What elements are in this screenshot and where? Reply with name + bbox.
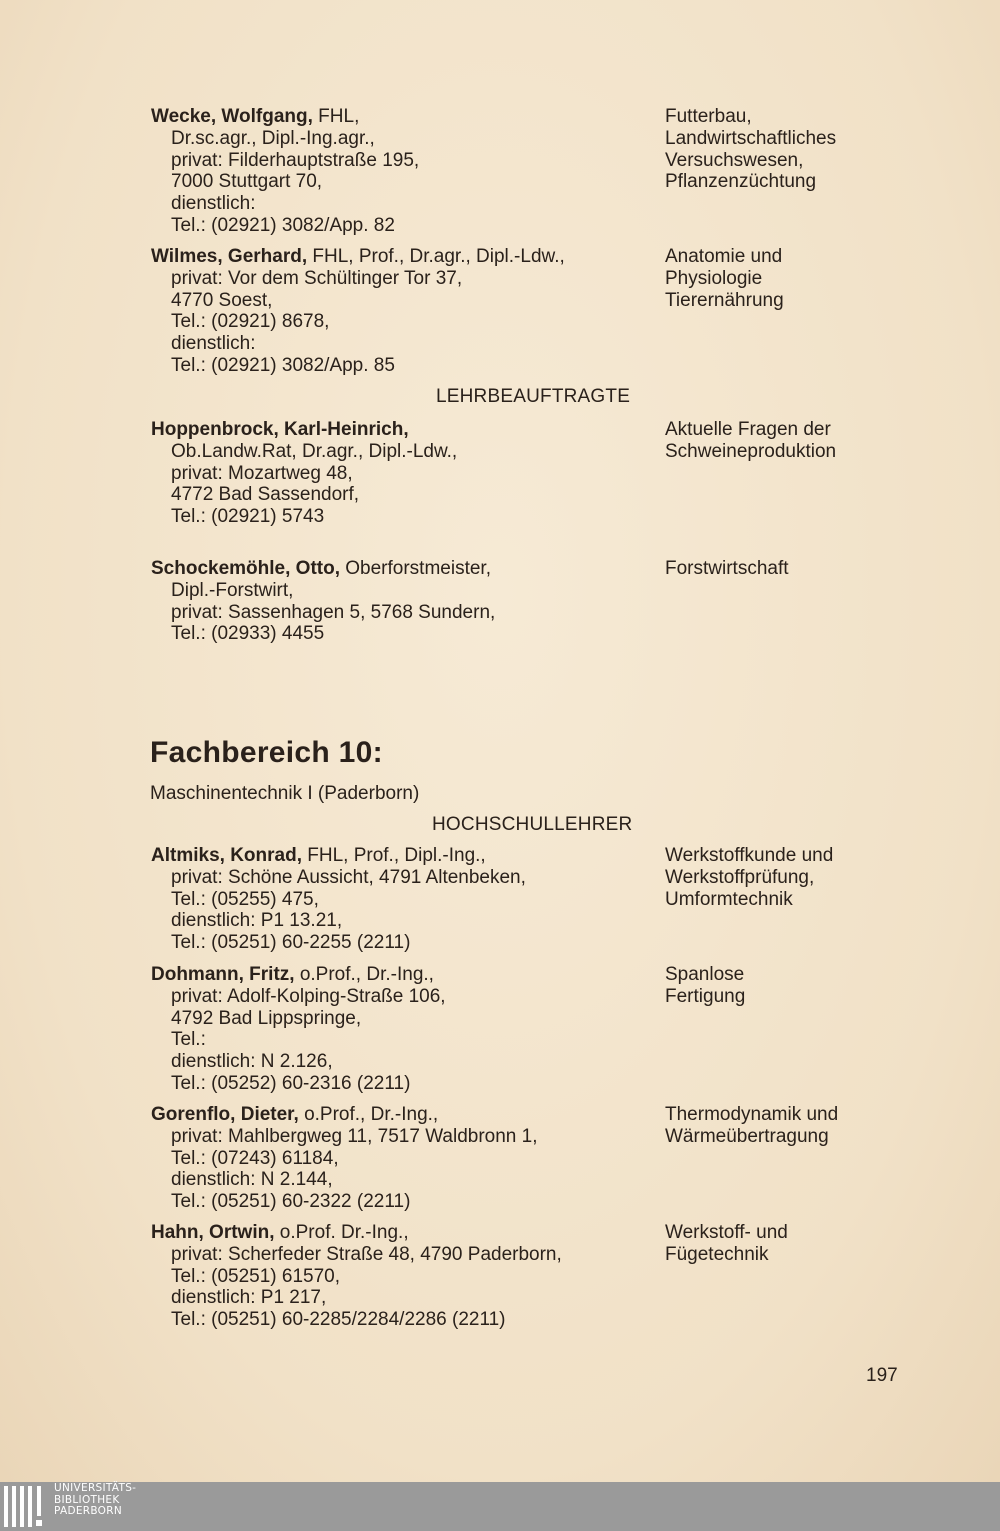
entry-detail-line: Tel.: (05251) 60-2285/2284/2286 (2211) <box>171 1309 506 1331</box>
entry-first-line <box>151 246 651 268</box>
entry-address-block <box>151 1104 651 1213</box>
subject-line: Tierernährung <box>665 289 784 311</box>
entry-subject-block <box>665 419 995 463</box>
entry-detail-line: privat: Mahlbergweg 11, 7517 Waldbronn 1, <box>171 1125 538 1147</box>
entry-first-line <box>151 106 651 128</box>
entry-first-line <box>151 964 651 986</box>
entry-detail-line: privat: Adolf-Kolping-Straße 106, <box>171 985 446 1007</box>
section-lehrbeauftragte: LEHRBEAUFTRAGTE <box>436 386 631 407</box>
entry-detail-line: Ob.Landw.Rat, Dr.agr., Dipl.-Ldw., <box>171 440 458 462</box>
subject-line: Versuchswesen, <box>665 149 804 171</box>
entry-detail-line: Tel.: (05251) 60-2255 (2211) <box>171 932 411 954</box>
entry-detail-line: dienstlich: N 2.126, <box>171 1051 333 1073</box>
entry-detail-line: privat: Filderhauptstraße 195, <box>171 149 420 171</box>
entry-detail-line: privat: Vor dem Schültinger Tor 37, <box>171 267 463 289</box>
person-name: Altmiks, Konrad, <box>151 845 302 866</box>
entry-detail-line: dienstlich: P1 13.21, <box>171 910 343 932</box>
person-name: Hahn, Ortwin, <box>151 1222 275 1243</box>
person-title: o.Prof., Dr.-Ing., <box>294 964 434 985</box>
subject-line: Anatomie und <box>665 246 783 267</box>
person-title: Oberforstmeister, <box>339 558 491 579</box>
entry-detail-line: Tel.: (02921) 5743 <box>171 506 325 528</box>
entry-detail-line: dienstlich: P1 217, <box>171 1287 327 1309</box>
library-footer-bar <box>0 1482 1000 1531</box>
person-name: Dohmann, Fritz, <box>151 964 295 985</box>
subject-line: Wärmeübertragung <box>665 1125 829 1147</box>
entry-detail-line: Tel.: (02921) 8678, <box>171 311 330 333</box>
person-title: FHL, <box>312 106 360 127</box>
entry-subject-block <box>665 246 995 311</box>
entry-detail-line: privat: Schöne Aussicht, 4791 Altenbeken, <box>171 866 526 888</box>
entry-subject-block <box>665 845 995 910</box>
fachbereich-title: Fachbereich 10: <box>150 736 383 769</box>
person-name: Schockemöhle, Otto, <box>151 558 340 579</box>
subject-line: Thermodynamik und <box>665 1104 839 1125</box>
entry-detail-line: Dipl.-Forstwirt, <box>171 579 294 601</box>
fachbereich-subtitle: Maschinentechnik I (Paderborn) <box>150 783 420 804</box>
subject-line: Futterbau, <box>665 106 752 127</box>
subject-line: Forstwirtschaft <box>665 558 789 579</box>
person-title: FHL, Prof., Dr.agr., Dipl.-Ldw., <box>307 246 565 267</box>
entry-detail-line: Dr.sc.agr., Dipl.-Ing.agr., <box>171 127 375 149</box>
entry-detail-line: privat: Scherfeder Straße 48, 4790 Paderborn, <box>171 1243 562 1265</box>
subject-line: Fügetechnik <box>665 1243 769 1265</box>
page-number: 197 <box>866 1365 898 1386</box>
logo-line-1: UNIVERSITÄTS- <box>54 1482 137 1494</box>
entry-address-block <box>151 845 651 954</box>
entry-detail-line: Tel.: (02921) 3082/App. 85 <box>171 354 395 376</box>
subject-line: Landwirtschaftliches <box>665 127 837 149</box>
entry-detail-line: Tel.: (02921) 3082/App. 82 <box>171 214 395 236</box>
entry-subject-block <box>665 1104 995 1148</box>
entry-detail-line: Tel.: (02933) 4455 <box>171 623 325 645</box>
entry-address-block <box>151 246 651 377</box>
entry-subject-block <box>665 106 995 193</box>
entry-detail-line: dienstlich: <box>171 193 256 215</box>
entry-first-line <box>151 1222 651 1244</box>
entry-detail-line: dienstlich: <box>171 333 256 355</box>
entry-first-line <box>151 845 651 867</box>
entry-address-block <box>151 1222 651 1331</box>
subject-line: Umformtechnik <box>665 888 793 910</box>
person-title: FHL, Prof., Dipl.-Ing., <box>301 845 486 866</box>
logo-line-3: PADERBORN <box>54 1505 122 1517</box>
logo-line-2: BIBLIOTHEK <box>54 1493 120 1506</box>
person-name: Wilmes, Gerhard, <box>151 246 308 267</box>
section-hochschullehrer: HOCHSCHULLEHRER <box>432 814 633 835</box>
entry-subject-block <box>665 1222 995 1266</box>
entry-detail-line: dienstlich: N 2.144, <box>171 1169 333 1191</box>
entry-address-block <box>151 106 651 237</box>
person-name: Gorenflo, Dieter, <box>151 1104 299 1125</box>
entry-subject-block <box>665 558 995 580</box>
entry-detail-line: Tel.: (05251) 61570, <box>171 1265 341 1287</box>
entry-first-line <box>151 1104 651 1126</box>
library-logo-icon <box>4 1486 48 1527</box>
subject-line: Spanlose <box>665 964 745 985</box>
entry-subject-block <box>665 964 995 1008</box>
entry-address-block <box>151 419 651 528</box>
subject-line: Pflanzenzüchtung <box>665 171 817 193</box>
entry-detail-line: Tel.: (05252) 60-2316 (2211) <box>171 1072 411 1094</box>
entry-detail-line: privat: Mozartweg 48, <box>171 462 353 484</box>
entry-detail-line: 7000 Stuttgart 70, <box>171 171 323 193</box>
entry-detail-line: 4792 Bad Lippspringe, <box>171 1007 362 1029</box>
entry-detail-line: 4772 Bad Sassendorf, <box>171 484 360 506</box>
entry-first-line <box>151 419 651 441</box>
entry-first-line <box>151 558 651 580</box>
entry-detail-line: Tel.: (05255) 475, <box>171 888 319 910</box>
subject-line: Werkstoff- und <box>665 1222 788 1243</box>
subject-line: Werkstoffkunde und <box>665 845 834 866</box>
entry-detail-line: privat: Sassenhagen 5, 5768 Sundern, <box>171 601 496 623</box>
entry-detail-line: Tel.: (07243) 61184, <box>171 1147 339 1169</box>
subject-line: Aktuelle Fragen der <box>665 419 831 440</box>
entry-detail-line: Tel.: <box>171 1029 206 1051</box>
person-title: o.Prof. Dr.-Ing., <box>274 1222 409 1243</box>
subject-line: Werkstoffprüfung, <box>665 866 815 888</box>
entry-detail-line: Tel.: (05251) 60-2322 (2211) <box>171 1191 411 1213</box>
library-logo-text <box>54 1483 136 1518</box>
entry-detail-line: 4770 Soest, <box>171 289 273 311</box>
person-name: Hoppenbrock, Karl-Heinrich, <box>151 419 409 440</box>
subject-line: Schweineproduktion <box>665 440 837 462</box>
person-name: Wecke, Wolfgang, <box>151 106 313 127</box>
entry-address-block <box>151 964 651 1095</box>
subject-line: Physiologie <box>665 267 763 289</box>
person-title: o.Prof., Dr.-Ing., <box>298 1104 439 1125</box>
subject-line: Fertigung <box>665 985 746 1007</box>
entry-address-block <box>151 558 651 645</box>
